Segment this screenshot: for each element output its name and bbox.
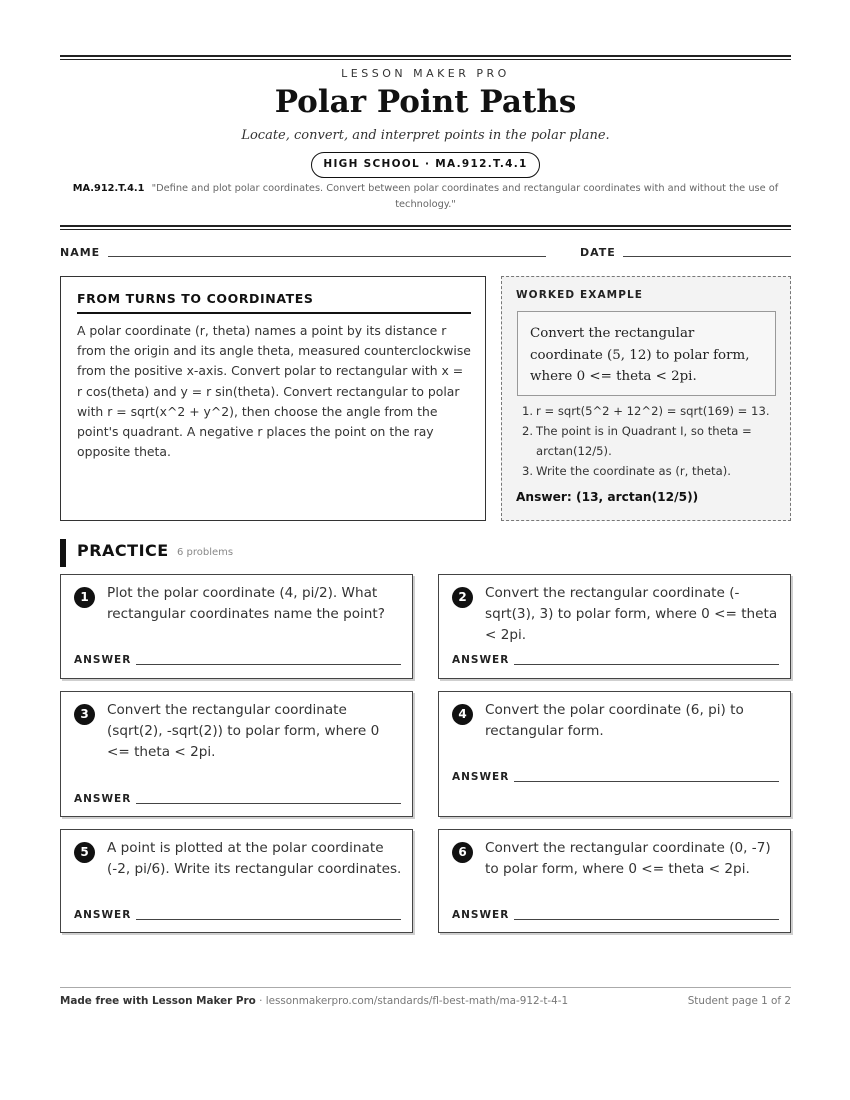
footer-made-with: Made free with Lesson Maker Pro xyxy=(60,995,256,1007)
answer-label: ANSWER xyxy=(452,909,510,921)
problem-text: Convert the rectangular coordinate (sqrt(2), -sqrt(2)) to polar form, where 0 <= theta < 2pi. xyxy=(107,702,380,760)
footer-page-number: Student page 1 of 2 xyxy=(687,995,791,1007)
grade-standard-badge: HIGH SCHOOL · MA.912.T.4.1 xyxy=(311,152,540,178)
problem-text: Convert the rectangular coordinate (-sqrt(3), 3) to polar form, where 0 <= theta < 2pi. xyxy=(485,585,778,643)
problem-text: Plot the polar coordinate (4, pi/2). What rectangular coordinates name the point? xyxy=(107,585,385,622)
problem-number-badge: 6 xyxy=(452,842,473,863)
problem-number-badge: 1 xyxy=(74,587,95,608)
concept-box xyxy=(60,276,486,521)
practice-count: 6 problems xyxy=(177,547,234,558)
answer-label: ANSWER xyxy=(74,654,132,666)
problem-text: A point is plotted at the polar coordinate (-2, pi/6). Write its rectangular coordinates. xyxy=(107,840,402,877)
footer-credit xyxy=(60,995,568,1007)
answer-label: ANSWER xyxy=(452,771,510,783)
problem-card-3 xyxy=(60,691,413,817)
worked-example-heading: WORKED EXAMPLE xyxy=(516,289,644,301)
answer-label: ANSWER xyxy=(74,909,132,921)
problem-card-1 xyxy=(60,574,413,679)
concept-body: A polar coordinate (r, theta) names a point by its distance r from the origin and its angle theta, measured counterclockwise from the positive x-axis. Convert polar to rectangular with x = r cos(theta) and y = r sin(theta). Convert rectangular to polar with r = sqrt(x^2 + y^2), then choose the angle from the point's quadrant. A negative r places the point on the ray opposite theta. xyxy=(77,323,471,460)
header-bottom-rule xyxy=(60,225,791,230)
standard-statement xyxy=(60,181,791,213)
answer-line-4[interactable] xyxy=(514,781,779,782)
date-field[interactable] xyxy=(623,256,791,257)
standard-text: "Define and plot polar coordinates. Convert between polar coordinates and rectangular coordinates with and without the use of technology." xyxy=(151,183,779,210)
standard-code: MA.912.T.4.1 xyxy=(72,183,145,194)
worksheet-page xyxy=(60,0,791,1100)
problem-card-5 xyxy=(60,829,413,933)
problem-text: Convert the polar coordinate (6, pi) to rectangular form. xyxy=(485,702,744,739)
name-field[interactable] xyxy=(108,256,546,257)
answer-line-3[interactable] xyxy=(136,803,401,804)
problem-number-badge: 2 xyxy=(452,587,473,608)
worked-example-prompt: Convert the rectangular coordinate (5, 12) to polar form, where 0 <= theta < 2pi. xyxy=(517,311,776,396)
worked-example-answer: Answer: (13, arctan(12/5)) xyxy=(516,490,699,504)
answer-label: ANSWER xyxy=(452,654,510,666)
footer-rule xyxy=(60,987,791,988)
answer-line-5[interactable] xyxy=(136,919,401,920)
header-top-rule xyxy=(60,55,791,60)
problem-card-2 xyxy=(438,574,791,679)
worked-example-step: 1. r = sqrt(5^2 + 12^2) = sqrt(169) = 13. xyxy=(522,404,770,418)
name-label: NAME xyxy=(60,246,101,259)
worksheet-subtitle: Locate, convert, and interpret points in the polar plane. xyxy=(241,128,610,143)
worked-example-box xyxy=(501,276,791,521)
answer-line-6[interactable] xyxy=(514,919,779,920)
worked-example-step: 3. Write the coordinate as (r, theta). xyxy=(522,464,731,478)
problem-number-badge: 5 xyxy=(74,842,95,863)
footer-url[interactable]: · lessonmakerpro.com/standards/fl-best-math/ma-912-t-4-1 xyxy=(255,995,569,1007)
problem-number-badge: 4 xyxy=(452,704,473,725)
problem-card-4 xyxy=(438,691,791,817)
practice-title: PRACTICE xyxy=(77,541,169,560)
concept-heading: FROM TURNS TO COORDINATES xyxy=(77,291,471,314)
problem-text: Convert the rectangular coordinate (0, -7) to polar form, where 0 <= theta < 2pi. xyxy=(485,840,771,877)
date-label: DATE xyxy=(580,246,616,259)
answer-line-2[interactable] xyxy=(514,664,779,665)
practice-accent-bar xyxy=(60,539,66,567)
problem-number-badge: 3 xyxy=(74,704,95,725)
problem-card-6 xyxy=(438,829,791,933)
worked-example-steps xyxy=(516,401,780,481)
brand-name: LESSON MAKER PRO xyxy=(341,67,510,80)
answer-label: ANSWER xyxy=(74,793,132,805)
worksheet-title: Polar Point Paths xyxy=(274,84,577,120)
answer-line-1[interactable] xyxy=(136,664,401,665)
worked-example-step: 2. The point is in Quadrant I, so theta = arctan(12/5). xyxy=(522,424,752,458)
